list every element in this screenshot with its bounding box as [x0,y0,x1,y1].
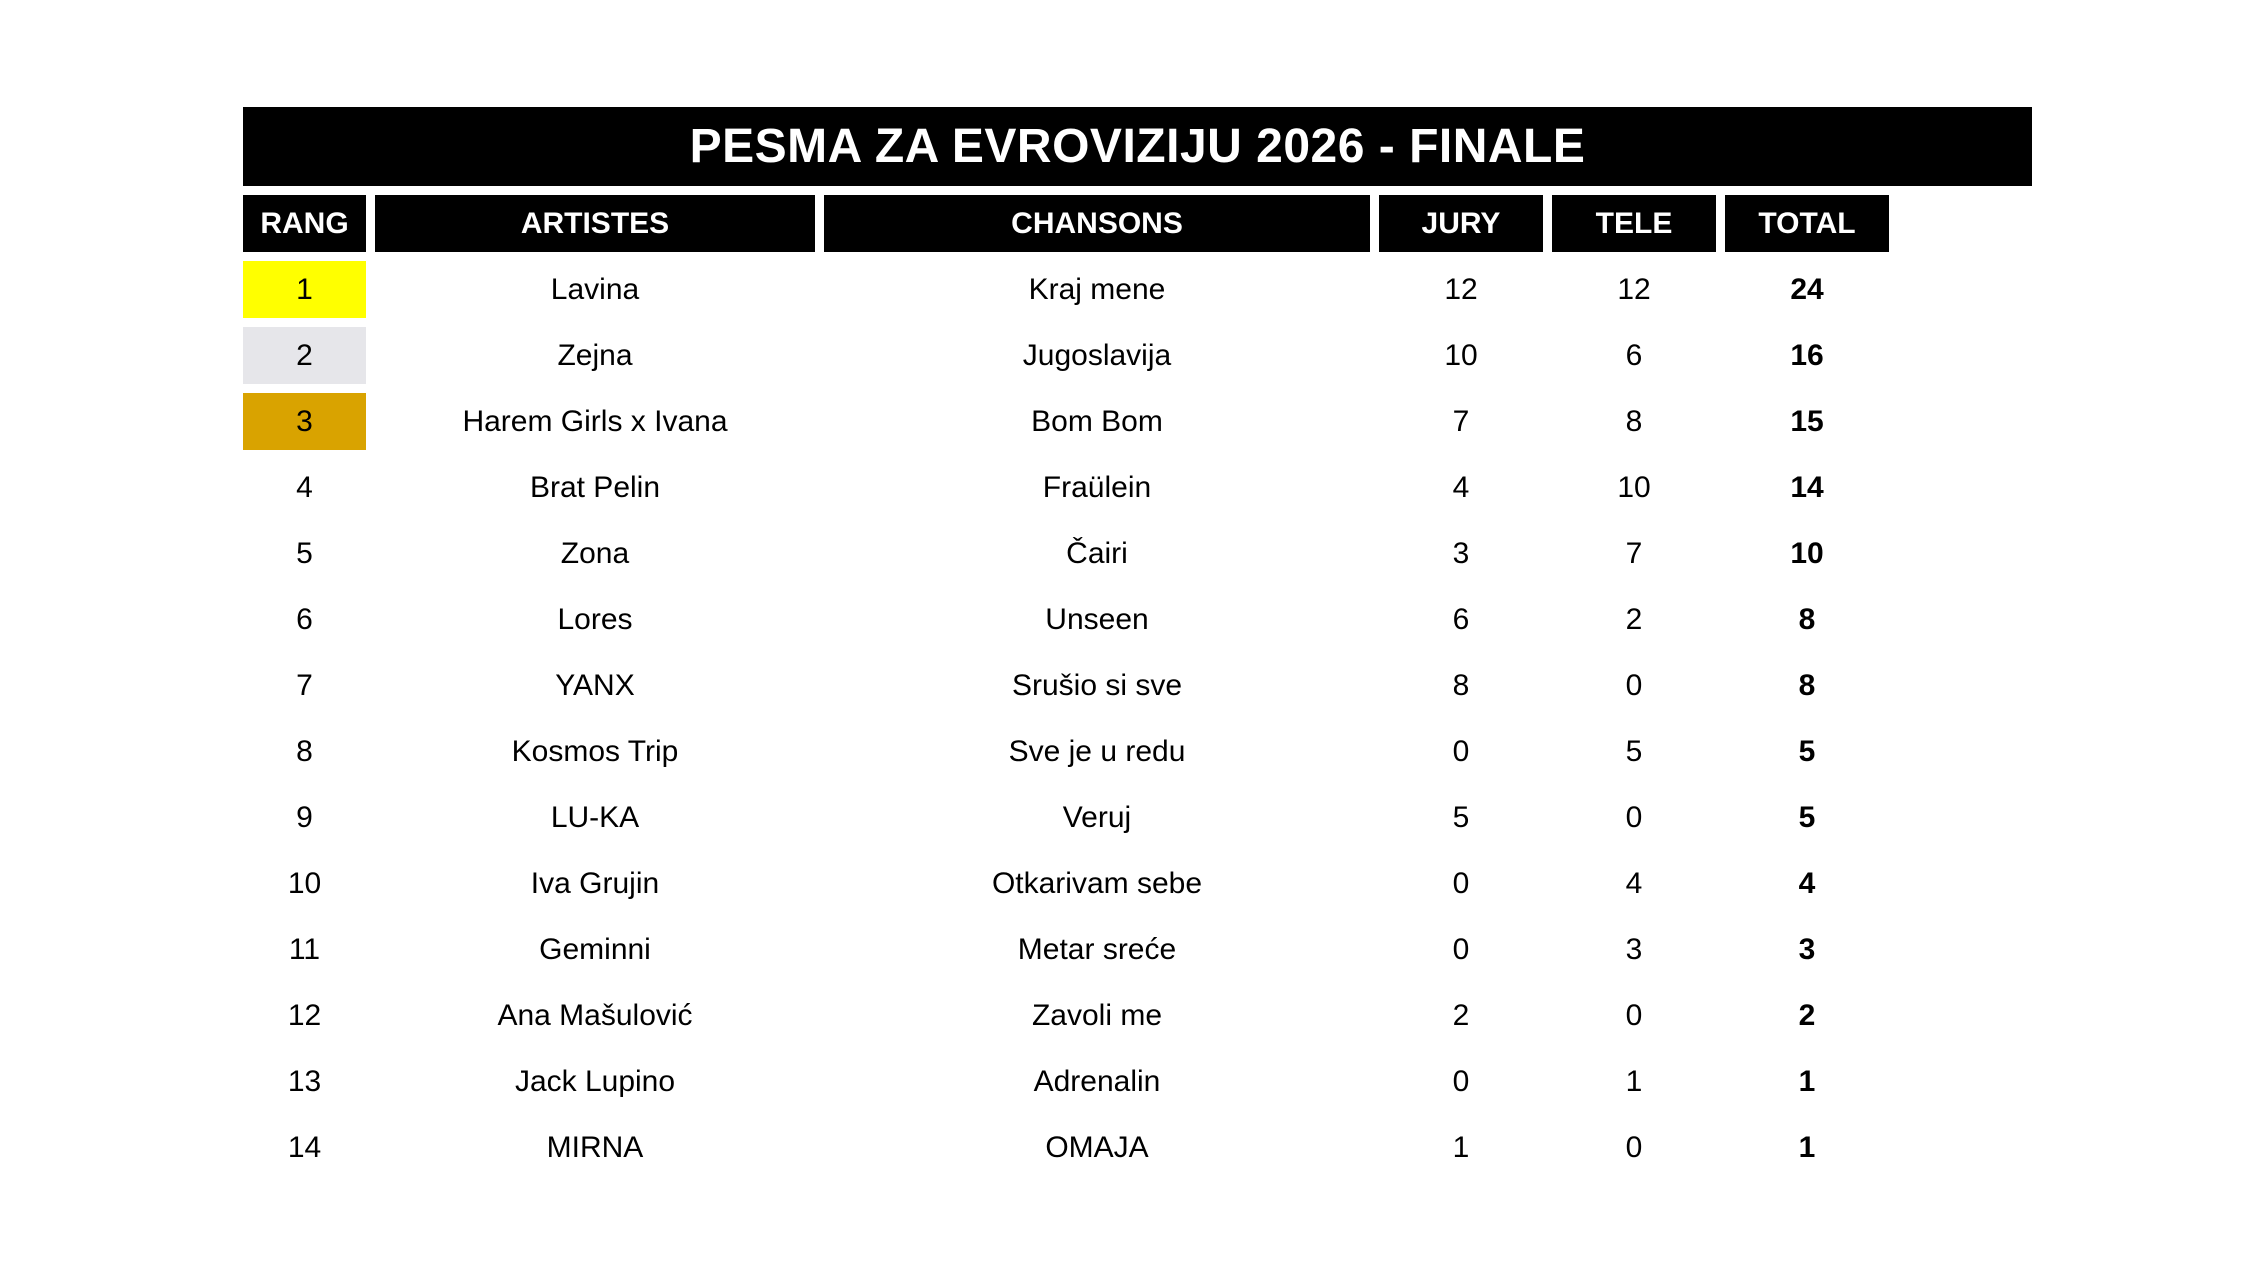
table-row [243,789,2032,846]
cell-artist: Harem Girls x Ivana [462,404,728,438]
cell-rank: 14 [287,1130,322,1164]
table-row [243,525,2032,582]
table-row [243,1053,2032,1110]
header-songs: CHANSONS [824,195,1370,252]
cell-total: 8 [1798,602,1816,636]
header-artists: ARTISTES [375,195,815,252]
cell-total: 5 [1798,734,1816,768]
cell-total: 8 [1798,668,1816,702]
cell-total: 15 [1790,404,1824,438]
cell-total: 1 [1798,1130,1816,1164]
table-row [243,723,2032,780]
cell-rank: 7 [296,668,313,702]
cell-tele: 0 [1625,800,1643,834]
cell-artist: Zona [560,536,630,570]
cell-total: 10 [1790,536,1824,570]
cell-artist: MIRNA [546,1130,644,1164]
cell-jury: 12 [1444,272,1478,306]
cell-jury: 0 [1452,1064,1470,1098]
cell-jury: 3 [1452,536,1470,570]
cell-artist: LU-KA [550,800,640,834]
cell-song: OMAJA [1045,1130,1149,1164]
results-sheet [243,107,2032,1185]
cell-jury: 10 [1444,338,1478,372]
table-row [243,855,2032,912]
cell-jury: 7 [1452,404,1470,438]
cell-rank: 1 [243,261,366,318]
cell-jury: 1 [1452,1130,1470,1164]
cell-total: 5 [1798,800,1816,834]
cell-jury: 8 [1452,668,1470,702]
table-row [243,657,2032,714]
cell-jury: 5 [1452,800,1470,834]
table-row [243,327,2032,384]
header-tele: TELE [1552,195,1716,252]
cell-rank: 11 [288,932,321,966]
cell-tele: 4 [1625,866,1643,900]
cell-rank: 10 [287,866,322,900]
cell-song: Adrenalin [1033,1064,1161,1098]
cell-song: Čairi [1066,536,1128,570]
table-row [243,591,2032,648]
table-header [243,195,2032,252]
cell-tele: 8 [1625,404,1643,438]
table-row [243,1119,2032,1176]
cell-rank: 2 [243,327,366,384]
cell-rank: 12 [287,998,322,1032]
table-row [243,921,2032,978]
cell-rank: 3 [243,393,366,450]
cell-artist: Geminni [539,932,651,966]
cell-artist: Lores [557,602,633,636]
cell-tele: 7 [1625,536,1643,570]
cell-tele: 12 [1617,272,1651,306]
cell-total: 2 [1798,998,1816,1032]
table-row [243,987,2032,1044]
cell-tele: 0 [1625,1130,1643,1164]
cell-song: Sve je u redu [1008,734,1186,768]
cell-total: 1 [1798,1064,1816,1098]
header-rank: RANG [243,195,366,252]
cell-jury: 0 [1452,734,1470,768]
results-table-body [243,261,2032,1176]
table-row [243,459,2032,516]
cell-rank: 6 [296,602,313,636]
cell-song: Jugoslavija [1022,338,1172,372]
cell-artist: Kosmos Trip [511,734,679,768]
cell-tele: 0 [1625,998,1643,1032]
cell-total: 3 [1798,932,1816,966]
cell-rank: 8 [296,734,313,768]
cell-song: Srušio si sve [1011,668,1183,702]
cell-artist: Jack Lupino [514,1064,676,1098]
cell-artist: Zejna [557,338,633,372]
cell-artist: Lavina [550,272,640,306]
cell-rank: 5 [296,536,313,570]
cell-rank: 4 [296,470,313,504]
cell-song: Kraj mene [1028,272,1166,306]
cell-total: 14 [1790,470,1824,504]
cell-tele: 10 [1617,470,1651,504]
cell-jury: 0 [1452,932,1470,966]
header-total: TOTAL [1725,195,1889,252]
cell-song: Bom Bom [1031,404,1163,438]
table-row [243,261,2032,318]
cell-jury: 6 [1452,602,1470,636]
cell-jury: 4 [1452,470,1470,504]
table-row [243,393,2032,450]
cell-total: 16 [1790,338,1824,372]
cell-song: Veruj [1062,800,1132,834]
cell-artist: Ana Mašulović [497,998,693,1032]
header-jury: JURY [1379,195,1543,252]
cell-tele: 6 [1625,338,1643,372]
cell-total: 24 [1790,272,1824,306]
cell-rank: 9 [296,800,313,834]
cell-jury: 2 [1452,998,1470,1032]
cell-rank: 13 [287,1064,322,1098]
cell-artist: YANX [555,668,635,702]
cell-song: Fraülein [1042,470,1152,504]
cell-tele: 0 [1625,668,1643,702]
cell-artist: Brat Pelin [529,470,661,504]
cell-jury: 0 [1452,866,1470,900]
cell-tele: 3 [1625,932,1643,966]
cell-total: 4 [1798,866,1816,900]
cell-tele: 2 [1625,602,1643,636]
cell-song: Unseen [1045,602,1149,636]
cell-song: Metar sreće [1017,932,1177,966]
cell-song: Zavoli me [1031,998,1163,1032]
cell-tele: 1 [1625,1064,1643,1098]
cell-artist: Iva Grujin [530,866,660,900]
page-title: PESMA ZA EVROVIZIJU 2026 - FINALE [243,107,2032,186]
cell-song: Otkarivam sebe [991,866,1203,900]
cell-tele: 5 [1625,734,1643,768]
